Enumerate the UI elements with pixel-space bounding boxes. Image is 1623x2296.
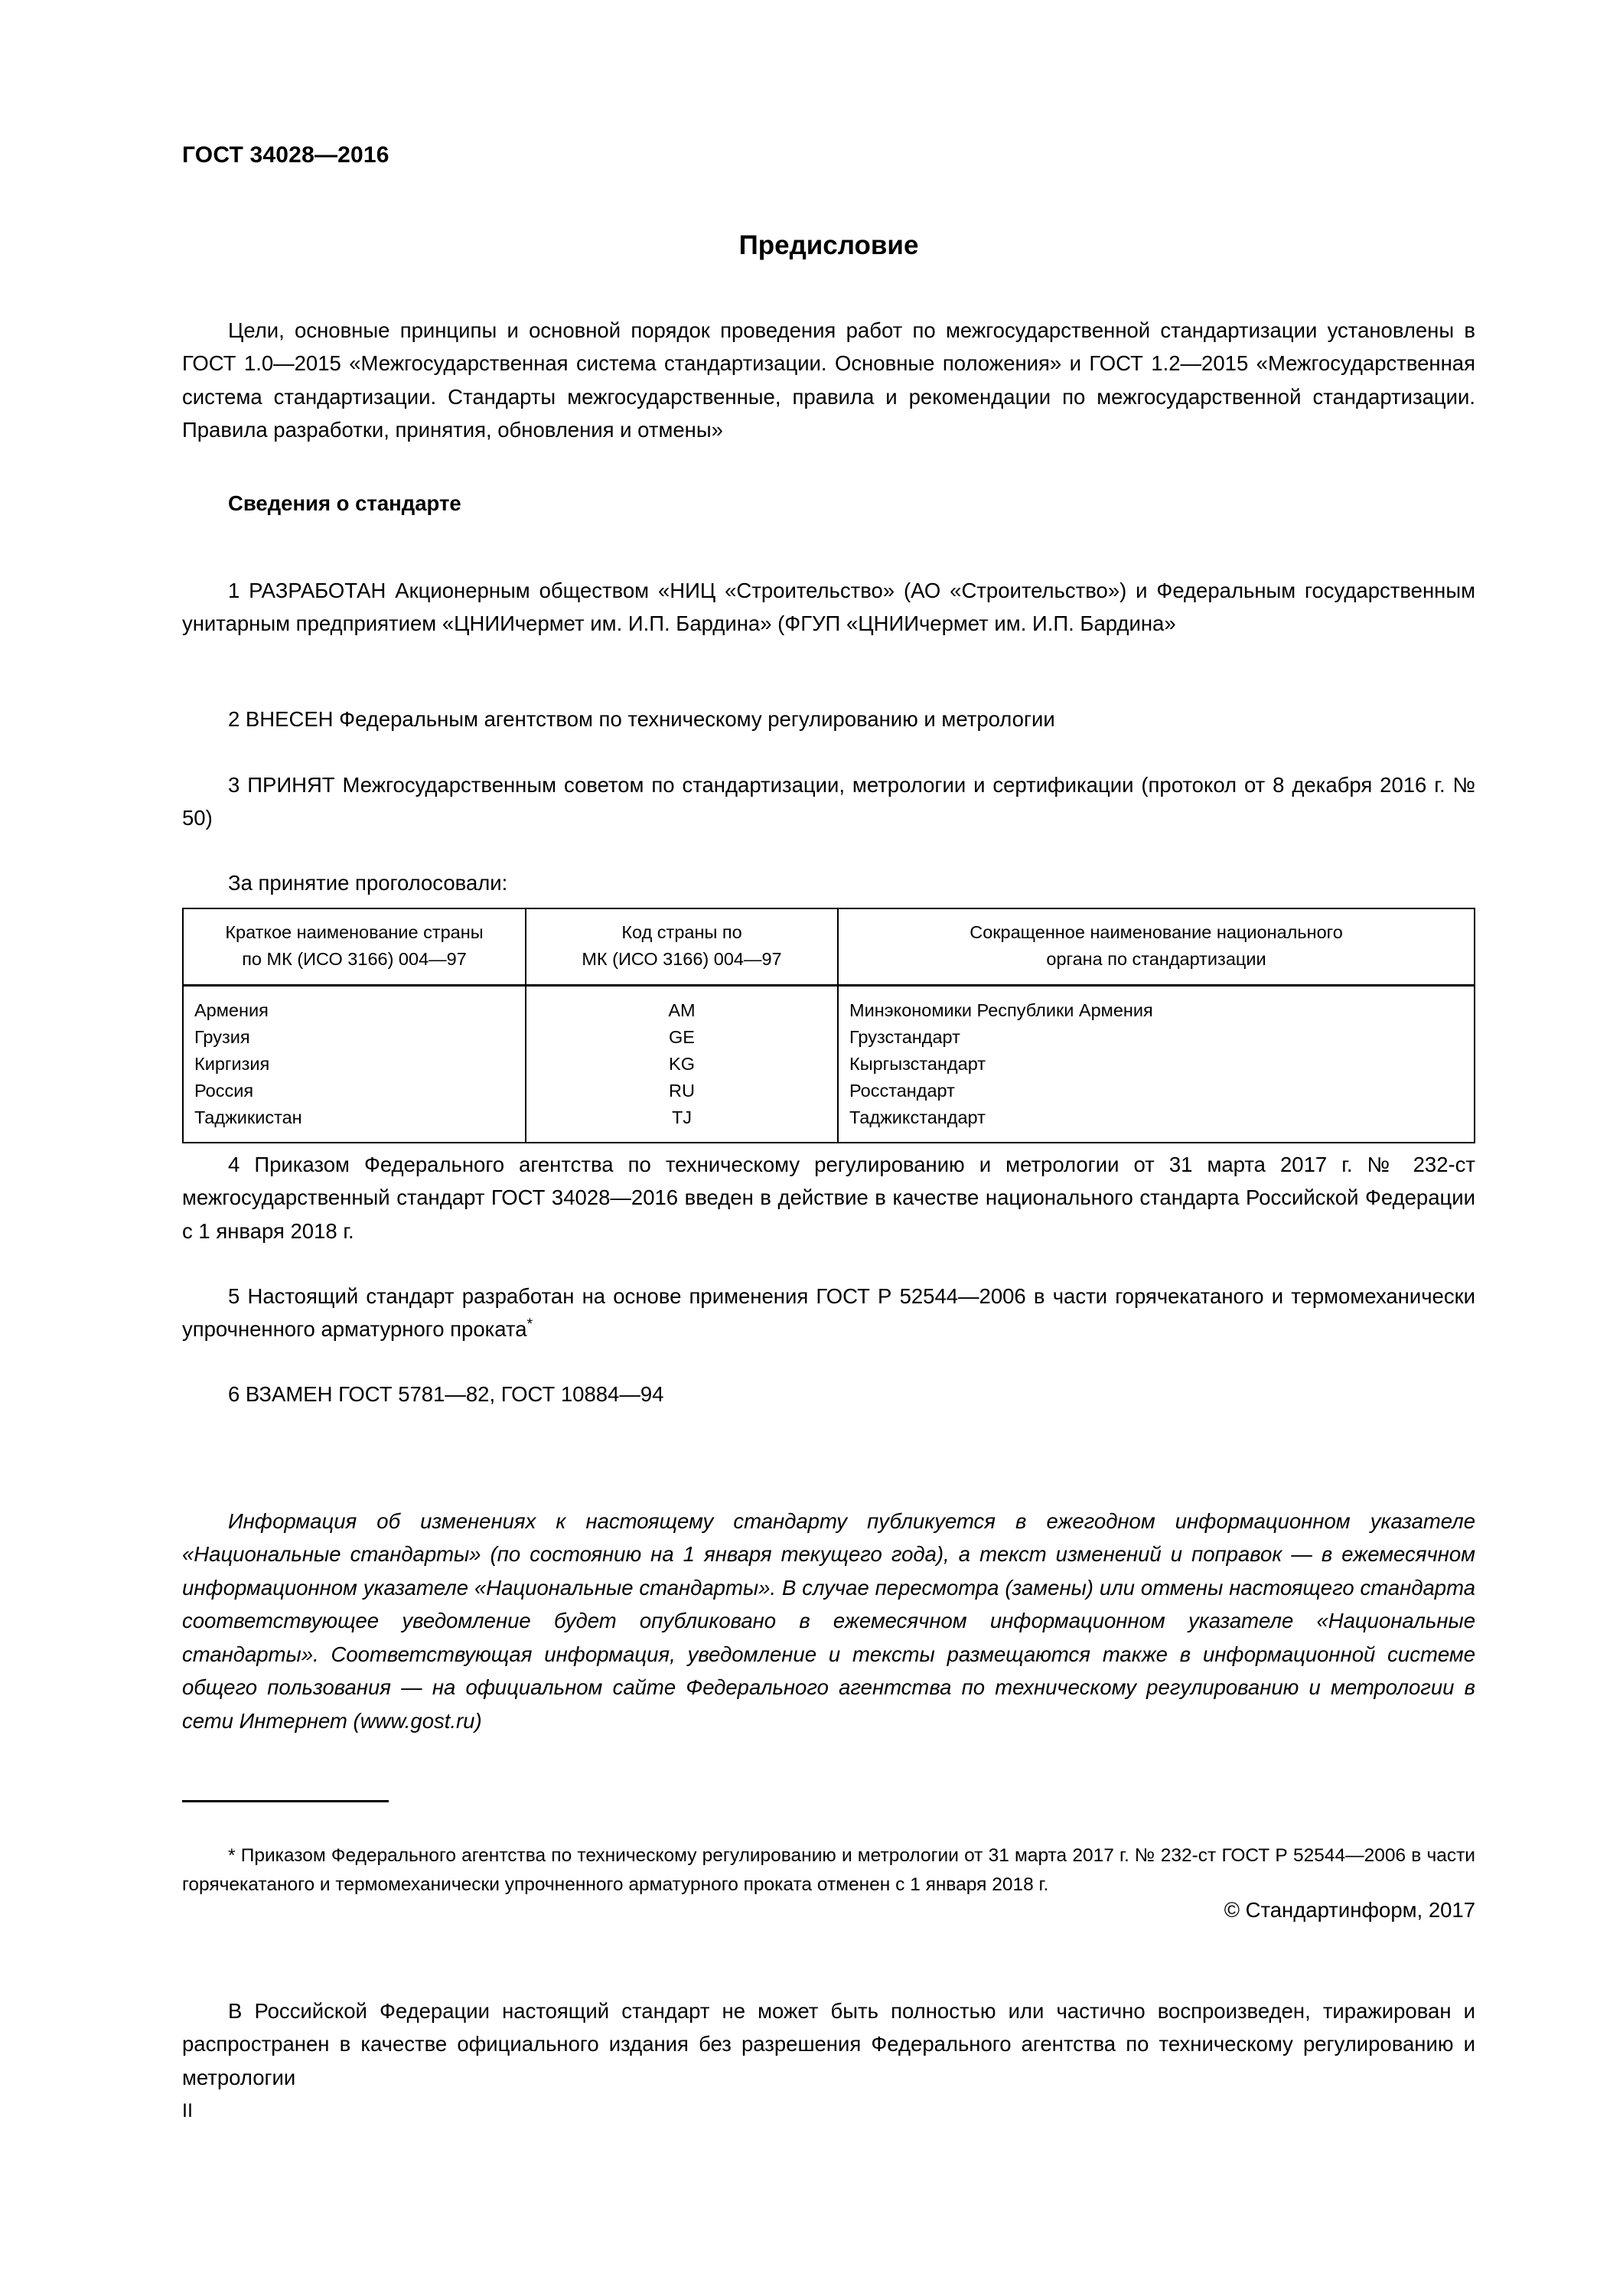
vote-body-2: Кыргызстандарт bbox=[849, 1054, 986, 1074]
page-title: Предисловие bbox=[738, 230, 919, 261]
reproduction-notice: В Российской Федерации настоящий стандарт не может быть полностью или частично воспроизведен, тиражирован и распространен в качестве официального издания без разрешения Федерального агентства по техническому регулированию и метрологии bbox=[182, 1998, 1475, 2089]
vote-body-1: Грузстандарт bbox=[849, 1027, 960, 1047]
vote-code-4: TJ bbox=[671, 1107, 693, 1127]
vote-country-2: Киргизия bbox=[194, 1054, 270, 1074]
standard-info-item-4: 4 Приказом Федерального агентства по техническому регулированию и метрологии от 31 марта 2017 г. № 232-ст межгосударственный стандарт ГОСТ 34028—2016 введен в действие в качестве национального стандарта Российской Федерации с 1 января 2018 г. bbox=[182, 1152, 1475, 1243]
footnote-marker: * bbox=[526, 1315, 533, 1332]
vote-country-4: Таджикистан bbox=[194, 1107, 302, 1127]
vote-body-3: Росстандарт bbox=[849, 1081, 955, 1101]
item-5-text: 5 Настоящий стандарт разработан на основе применения ГОСТ Р 52544—2006 в части горячекатаного и термомеханически упрочненного арматурного проката bbox=[182, 1283, 1475, 1341]
vote-country-0: Армения bbox=[194, 1000, 269, 1020]
standard-info-item-6: 6 ВЗАМЕН ГОСТ 5781—82, ГОСТ 10884—94 bbox=[228, 1381, 664, 1406]
vote-country-cells bbox=[183, 986, 526, 1143]
vote-table-body bbox=[183, 986, 1475, 1143]
standard-info-item-1: 1 РАЗРАБОТАН Акционерным обществом «НИЦ «Строительство» (АО «Строительство») и Федеральным государственным унитарным предприятием «ЦНИИчермет им. И.П. Бардина» (ФГУП «ЦНИИчермет им. И.П. Бардина» bbox=[182, 578, 1475, 635]
vote-body-0: Минэкономики Республики Армения bbox=[849, 1000, 1153, 1020]
footnote-separator bbox=[182, 1800, 389, 1802]
standard-info-item-2: 2 ВНЕСЕН Федеральным агентством по техническому регулированию и метрологии bbox=[228, 706, 1055, 731]
vote-code-3: RU bbox=[669, 1081, 695, 1101]
vote-header-country-line-1: Краткое наименование страны bbox=[225, 922, 484, 942]
standard-info-item-5 bbox=[182, 1280, 1475, 1346]
page-number: II bbox=[182, 2100, 193, 2122]
vote-country-1: Грузия bbox=[194, 1027, 250, 1047]
copyright-line: © Стандартинформ, 2017 bbox=[1224, 1898, 1475, 1922]
standard-number-header: ГОСТ 34028—2016 bbox=[182, 142, 389, 168]
vote-code-2: KG bbox=[669, 1054, 695, 1074]
vote-table-header-body bbox=[838, 908, 1475, 986]
table-row bbox=[183, 986, 1475, 1143]
vote-table bbox=[182, 908, 1475, 1143]
vote-body-cells bbox=[838, 986, 1475, 1143]
vote-header-code-line-2: МК (ИСО 3166) 004—97 bbox=[582, 949, 782, 969]
vote-table-header-code bbox=[526, 908, 838, 986]
vote-table-header-country bbox=[183, 908, 526, 986]
amendment-notice: Информация об изменениях к настоящему стандарту публикуется в ежегодном информационном указателе «Национальные стандарты» (по состоянию на 1 января текущего года), а текст изменений и поправок — в ежемесячном информационном указателе «Национальные стандарты». В случае пересмотра (замены) или отмены настоящего стандарта соответствующее уведомление будет опубликовано в ежемесячном информационном указателе «Национальные стандарты». Соответствующая информация, уведомление и тексты размещаются также в информационной системе общего пользования — на официальном сайте Федерального агентства по техническому регулированию и метрологии в сети Интернет (www.gost.ru) bbox=[182, 1508, 1475, 1733]
vote-table-head bbox=[183, 908, 1475, 986]
vote-header-code-line-1: Код страны по bbox=[621, 922, 742, 942]
vote-table-header-row bbox=[183, 908, 1475, 986]
vote-table-caption: За принятие проголосовали: bbox=[228, 870, 508, 895]
vote-code-cells bbox=[526, 986, 838, 1143]
vote-country-3: Россия bbox=[194, 1081, 254, 1101]
standard-info-heading: Сведения о стандарте bbox=[228, 491, 461, 515]
vote-code-0: AM bbox=[668, 1000, 696, 1020]
intro-paragraph: Цели, основные принципы и основной порядок проведения работ по межгосударственной стандартизации установлены в ГОСТ 1.0—2015 «Межгосударственная система стандартизации. Основные положения» и ГОСТ 1.2—2015 «Межгосударственная система стандартизации. Стандарты межгосударственные, правила и рекомендации по межгосударственной стандартизации. Правила разработки, принятия, обновления и отмены» bbox=[182, 318, 1475, 442]
vote-header-country-line-2: по МК (ИСО 3166) 004—97 bbox=[242, 949, 467, 969]
footnote-text: * Приказом Федерального агентства по техническому регулированию и метрологии от 31 марта 2017 г. № 232-ст ГОСТ Р 52544—2006 в части горячекатаного и термомеханически упрочненного арматурного проката отменен с 1 января 2018 г. bbox=[182, 1844, 1475, 1895]
standard-info-item-3: 3 ПРИНЯТ Межгосударственным советом по стандартизации, метрологии и сертификации (протокол от 8 декабря 2016 г. № 50) bbox=[182, 772, 1475, 830]
vote-header-body-line-2: органа по стандартизации bbox=[1046, 949, 1266, 969]
vote-header-body-line-1: Сокращенное наименование национального bbox=[970, 922, 1343, 942]
vote-body-4: Таджикстандарт bbox=[849, 1107, 986, 1127]
vote-code-1: GE bbox=[669, 1027, 695, 1047]
